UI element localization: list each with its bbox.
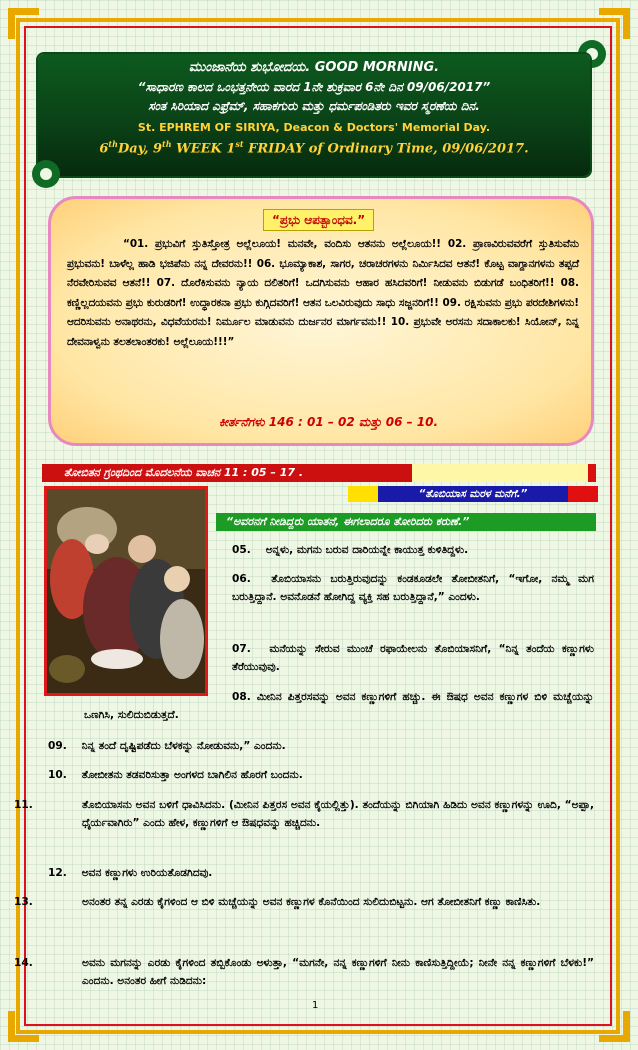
verse-06: 06. ತೊಬಿಯಾಸನು ಬರುತ್ತಿರುವುದನ್ನು ಕಂಡಕೂಡಲೇ ತೋಬೀತನಿಗೆ, “ಇಗೋ, ನಮ್ಮ ಮಗ ಬರುತ್ತಿದ್ದಾನೆ. ಅವನೊಡನೆ ಹೋಗಿದ್ದ ವ್ಯಕ್ತಿ ಸಹ ಬರುತ್ತಿದ್ದಾನೆ,” ಎಂದಳು. xyxy=(232,573,594,603)
verse-08: 08. ಮೀನಿನ ಪಿತ್ತರಸವನ್ನು ಅವನ ಕಣ್ಣುಗಳಿಗೆ ಹಚ್ಚು. ಈ ಔಷಧ ಅವನ ಕಣ್ಣುಗಳ ಬಿಳಿ ಮಚ್ಚೆಯನ್ನು ಒಣಗಿಸಿ, ಸುಲಿದುಬಿಡುತ್ತದೆ. xyxy=(84,691,594,721)
reading-quote: “ಅವರನಗೆ ನೀಡಿದ್ದರು ಯಾತನೆ, ಈಗಲಾದರೂ ತೋರಿದರು ಕರುಣೆ.” xyxy=(216,513,596,531)
reading-subtitle: “ತೊಬಿಯಾಸ ಮರಳ ಮನೆಗೆ.” xyxy=(378,486,568,502)
date-line: 6thDay, 9th WEEK 1st FRIDAY of Ordinary Time, 09/06/2017. xyxy=(99,139,529,157)
verse-14: 14. ಅವನು ಮಗನನ್ನು ಎರಡು ಕೈಗಳಿಂದ ತಬ್ಬಿಕೊಂಡು ಅಳುತ್ತಾ, “ಮಗನೇ, ನನ್ನ ಕಣ್ಣುಗಳಿಗೆ ನೀನು ಕಾಣಿಸುತ್ತಿದ್ದೀಯೆ; ನೀನೇ ನನ್ನ ಕಣ್ಣುಗಳಿಗೆ ಬೆಳಕು!” ಎಂದನು. ಅನಂತರ ಹೀಗೆ ನುಡಿದನು: xyxy=(14,957,594,987)
verse-11: 11. ತೊಬಿಯಾಸನು ಅವನ ಬಳಿಗೆ ಧಾವಿಸಿದನು. (ಮೀನಿನ ಪಿತ್ತರಸ ಅವನ ಕೈಯಲ್ಲಿತ್ತು). ತಂದೆಯನ್ನು ಬಿಗಿಯಾಗಿ ಹಿಡಿದು ಅವನ ಕಣ್ಣುಗಳನ್ನು ಊದಿ, “ಅಪ್ಪಾ, ಧೈರ್ಯವಾಗಿರು” ಎಂದು ಹೇಳ, ಕಣ್ಣುಗಳಿಗೆ ಆ ಔಷಧವನ್ನು ಹಚ್ಚಿದನು. xyxy=(14,799,594,829)
verse-13: 13. ಅನಂತರ ತನ್ನ ಎರಡು ಕೈಗಳಿಂದ ಆ ಬಿಳಿ ಮಚ್ಚೆಯನ್ನು ಅವನ ಕಣ್ಣುಗಳ ಕೊನೆಯಿಂದ ಸುಲಿದುಬಿಟ್ಟನು. ಆಗ ತೋಬೀತನಿಗೆ ಕಣ್ಣು ಕಾಣಿಸಿತು. xyxy=(14,896,541,908)
verse-07: 07. ಮನೆಯನ್ನು ಸೇರುವ ಮುಂಚೆ ರಫಾಯೇಲನು ತೊಬಿಯಾಸನಿಗೆ, “ನಿನ್ನ ತಂದೆಯ ಕಣ್ಣುಗಳು ತೆರೆಯುವುವು. xyxy=(232,643,594,673)
reading-title: ತೋಬಿತನ ಗ್ರಂಥದಿಂದ ಮೊದಲನೆಯ ವಾಚನ 11 : 05 – 17 . xyxy=(42,464,412,482)
saint-line: ಸಂತ ಸಿರಿಯಾದ ಎಫ್ರೆಮ್, ಸಹಾಕಗುರು ಮತ್ತು ಧರ್ಮಪಂಡಿತರು ಇವರ ಸ್ಮರಣೆಯ ದಿನ. xyxy=(148,99,480,113)
psalm-reference: ಕೀರ್ತನೆಗಳು 146 : 01 – 02 ಮತ್ತು 06 – 10. xyxy=(219,415,439,429)
saint-english-line: St. EPHREM OF SIRIYA, Deacon & Doctors' Memorial Day. xyxy=(137,121,491,134)
verse-05: 05. ಅನ್ನಳು, ಮಗನು ಬರುವ ದಾರಿಯನ್ನೇ ಕಾಯುತ್ತ ಕುಳಿತಿದ್ದಳು. xyxy=(232,544,469,556)
page-number: 1 xyxy=(312,1000,319,1011)
psalm-text: “01. ಪ್ರಭುವಿಗೆ ಸ್ತುತಿಸ್ತೋತ್ರ ಅಲ್ಲೆಲೂಯ! ಮನವೇ, ವಂದಿಸು ಆತನನು ಅಲ್ಲೆಲೂಯ!! 02. ಪ್ರಾಣವಿರುವವರೆಗೆ ಸ್ತುತಿಸುವೆನು ಪ್ರಭುವನು! ಬಾಳೆಲ್ಲ ಹಾಡಿ ಭಜಿಪೆನು ನನ್ನ ದೇವರನು!! 06. ಭೂಮ್ಯಾಕಾಶ, ಸಾಗರ, ಚರಾಚರಗಳನು ನಿರ್ಮಿಸಿದವ ಆತನೆ! ಕೊಟ್ಟ ವಾಗ್ದಾನಗಳನು ತಪ್ಪದೆ ನೆರವೇರಿಸುವವ ಆತನೆ!! 07. ದೊರೆಕಿಸುವನು ನ್ಯಾಯ ದಲಿತರಿಗೆ! ಒದಗಿಸುವನು ಆಹಾರ ಹಸಿದವರಿಗೆ! ನೀಡುವನು ಬಿಡುಗಡೆ ಬಂಧಿತರಿಗೆ!! 08. ಕಣ್ಣಿಲ್ಲದಯವನು ಪ್ರಭು ಕುರುಡರಿಗೆ! ಉದ್ಧಾರಕನಾ ಪ್ರಭು ಕುಗ್ಗಿದವರಿಗೆ! ಆತನ ಒಲವಿರುವುದು ಸಾಧು ಸಜ್ಜನರಿಗೆ!! 09. ರಕ್ಷಿಸುವನು ಪ್ರಭು ಪರದೇಶಿಗಳನು! ಆದರಿಸುವನು ಅನಾಥರನು, ವಿಧವೆಯರನು! ನಿರ್ಮೂಲ ಮಾಡುವನು ದುರ್ಜನರ ಮಾರ್ಗವನು!! 10. ಪ್ರಭುವೇ ಅರಸನು ಸದಾಕಾಲಕು! ಸಿಯೋನ್, ನಿನ್ನ ದೇವನಾಳ್ವನು ತಲತಲಾಂತರಕು! ಅಲ್ಲೆಲೂಯ!!!” xyxy=(67,238,579,348)
verse-10: 10. ತೋಬೀತನು ತಡವರಿಸುತ್ತಾ ಅಂಗಳದ ಬಾಗಿಲಿನ ಹೊರಗೆ ಬಂದನು. xyxy=(48,769,303,781)
verse-12: 12. ಅವನ ಕಣ್ಣುಗಳು ಉರಿಯತೊಡಗಿದವು. xyxy=(48,867,213,879)
week-line: “ಸಾಧಾರಣ ಕಾಲದ ಒಂಭತ್ತನೇಯ ವಾರದ 1ನೇ ಶುಕ್ರವಾರ 6ನೇ ದಿನ 09/06/2017” xyxy=(137,80,491,94)
verse-09: 09. ನಿನ್ನ ತಂದೆ ದೃಷ್ಟಿಪಡೆದು ಬೆಳಕನ್ನು ನೋಡುವನು,” ಎಂದನು. xyxy=(48,740,286,752)
psalm-title: “ಪ್ರಭು ಆಪತ್ಬಾಂಧವ.” xyxy=(263,209,374,231)
greeting-line: ಮುಂಜಾನೆಯ ಶುಭೋದಯ. GOOD MORNING. xyxy=(188,60,440,75)
